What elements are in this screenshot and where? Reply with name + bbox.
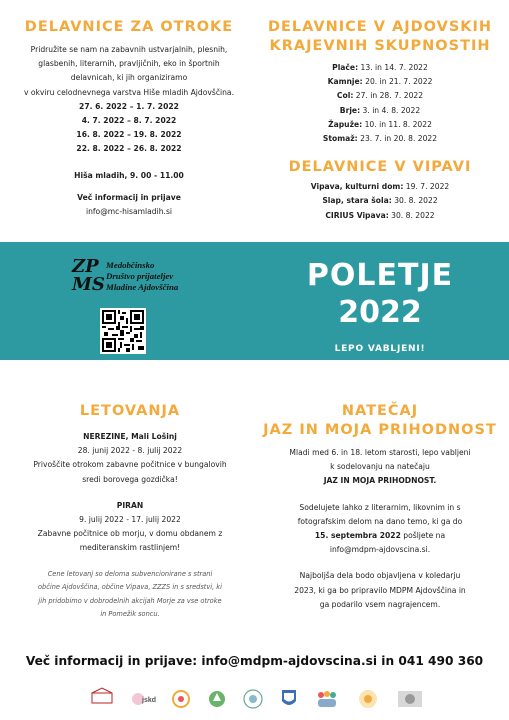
ks-date: 13. in 14. 7. 2022 <box>358 63 428 72</box>
otroke-line: delavnicah, ki jih organiziramo <box>70 73 188 83</box>
poletje-year: 2022 <box>338 295 422 330</box>
natecaj-line: k sodelovanju na natečaju <box>330 462 430 472</box>
poletje-greeting: LEPO VABLJENI! <box>334 344 426 354</box>
ks-place: Žapuže: <box>328 119 363 129</box>
natecaj-line-rest: pošljete na <box>400 531 446 541</box>
ks-list <box>262 61 498 146</box>
otroke-info-email[interactable]: info@mc-hisamladih.si <box>85 207 173 217</box>
nerezine-dates: 28. junij 2022 - 8. julij 2022 <box>77 446 183 456</box>
natecaj-title-line1: NATEČAJ <box>341 403 419 419</box>
natecaj-line: Sodelujete lahko z literarnim, likovnim in s <box>299 502 461 512</box>
note-line: jih pridobimo v dobrodelnih akcijah Morje za vse otroke <box>38 596 222 605</box>
otroke-line: Pridružite se nam na zabavnih ustvarjalnih, plesnih, <box>30 45 228 54</box>
note-line: Cene letovanj so deloma subvencionirane s strani <box>47 569 213 578</box>
section-letovanja <box>12 402 248 622</box>
zpms-line: Medobčinsko <box>106 260 155 270</box>
svg-text:jskd: jskd <box>142 697 156 704</box>
footer-contact[interactable]: Več informacij in prijave: info@mdpm-ajdovscina.si in 041 490 360 <box>25 654 484 668</box>
ks-date: 27. in 28. 7. 2022 <box>353 91 424 101</box>
vipava-row <box>262 194 498 208</box>
ks-date: 3. in 4. 8. 2022 <box>360 105 421 115</box>
ks-place: Kamnje: <box>327 77 363 87</box>
natecaj-p1 <box>262 446 498 489</box>
natecaj-line: Mladi med 6. in 18. letom starosti, lepo vabljeni <box>289 448 471 457</box>
letovanja-note <box>12 568 248 622</box>
vipava-title: DELAVNICE V VIPAVI <box>288 159 472 176</box>
ks-date: 10. in 11. 8. 2022 <box>362 119 432 129</box>
otroke-place: Hiša mladih, 9. 00 - 11.00 <box>74 170 184 180</box>
letovanja-title: LETOVANJA <box>79 403 181 419</box>
vipava-row <box>262 209 498 223</box>
logo-pomezik <box>354 687 382 711</box>
zpms-logo <box>72 258 242 296</box>
ks-date: 23. 7. in 20. 8. 2022 <box>357 134 438 144</box>
otroke-dates <box>14 100 244 157</box>
section-natecaj <box>262 402 498 612</box>
vipava-list <box>262 180 498 223</box>
poletje-title: POLETJE <box>306 258 454 293</box>
logo-jskd <box>130 687 156 711</box>
logo-fox <box>396 687 424 711</box>
otroke-text <box>14 43 244 100</box>
ks-place: Col: <box>336 91 354 101</box>
natecaj-deadline: 15. septembra 2022 <box>314 531 401 541</box>
ks-row <box>262 75 498 89</box>
natecaj-line: JAZ IN MOJA PRIHODNOST. <box>323 476 437 486</box>
zpms-line: Mladine Ajdovščina <box>106 282 179 292</box>
nerezine-text: Privoščite otrokom zabavne počitnice v bungalovih <box>33 460 227 470</box>
section-ks <box>262 18 498 223</box>
poletje-block <box>272 258 488 354</box>
natecaj-title-line2: JAZ IN MOJA PRIHODNOST <box>263 422 497 438</box>
ks-place: Brje: <box>339 105 361 115</box>
section-otroke <box>14 18 244 219</box>
zpms-logo-text <box>106 260 178 293</box>
vipava-place: Vipava, kulturni dom: <box>310 182 404 192</box>
ks-place: Plače: <box>332 63 359 72</box>
ks-row <box>262 61 498 75</box>
vipava-place: Slap, stara šola: <box>322 196 392 206</box>
natecaj-line: fotografskim delom na dano temo, ki ga do <box>297 516 463 526</box>
ks-row <box>262 104 498 118</box>
otroke-date: 27. 6. 2022 – 1. 7. 2022 <box>79 101 179 111</box>
sponsor-logos <box>88 685 424 713</box>
ks-row <box>262 118 498 132</box>
otroke-date: 4. 7. 2022 – 8. 7. 2022 <box>81 116 177 126</box>
ks-title-line2: KRAJEVNIH SKUPNOSTIH <box>269 38 491 54</box>
logo-hisa-mladih <box>88 687 116 711</box>
otroke-line: glasbenih, literarnih, pravljičnih, eko in športnih <box>38 59 220 69</box>
otroke-date: 16. 8. 2022 – 19. 8. 2022 <box>76 130 182 140</box>
otroke-title: DELAVNICE ZA OTROKE <box>24 19 234 35</box>
logo-sun <box>170 687 192 711</box>
natecaj-line <box>262 529 498 543</box>
otroke-date: 22. 8. 2022 – 26. 8. 2022 <box>76 144 182 154</box>
vipava-row <box>262 180 498 194</box>
otroke-info-label: Več informacij in prijave <box>77 192 181 202</box>
logo-obcina-ajdovscina <box>242 687 264 711</box>
ks-place: Stomaž: <box>322 134 358 144</box>
piran-dates: 9. julij 2022 - 17. julij 2022 <box>79 515 181 525</box>
vipava-date: 30. 8. 2022 <box>388 210 435 220</box>
vipava-date: 30. 8. 2022 <box>391 196 438 206</box>
vipava-date: 19. 7. 2022 <box>403 182 450 192</box>
nerezine-text: sredi borovega gozdička! <box>82 474 178 484</box>
piran-title: PIRAN <box>116 500 144 510</box>
natecaj-p2 <box>262 501 498 558</box>
qr-code-icon <box>102 310 144 352</box>
qr-code[interactable] <box>100 308 146 354</box>
otroke-line: v okviru celodnevnega varstva Hiše mladih Ajdovščina. <box>23 87 234 97</box>
note-line: in Pomežik soncu. <box>100 610 160 619</box>
ks-row <box>262 89 498 103</box>
logo-obcina-vipava <box>278 687 300 711</box>
piran-text: mediteranskim rastlinjem! <box>79 543 181 553</box>
logo-people <box>314 687 340 711</box>
note-line: občine Ajdovščina, občine Vipava, ZZZS in s sredstvi, ki <box>38 583 222 592</box>
natecaj-line: 2023, ki ga bo pripravilo MDPM Ajdovščina in <box>294 585 466 595</box>
natecaj-p3 <box>262 569 498 612</box>
nerezine-title: NEREZINE, Mali Lošinj <box>83 432 177 441</box>
natecaj-line: ga podarilo vsem nagrajencem. <box>319 599 441 609</box>
natecaj-line: Najboljša dela bodo objavljena v koledarju <box>299 571 461 581</box>
logo-green <box>206 687 228 711</box>
ks-title-line1: DELAVNICE V AJDOVSKIH <box>267 19 493 35</box>
natecaj-email[interactable]: info@mdpm-ajdovscina.si. <box>329 545 431 555</box>
vipava-place: CIRIUS Vipava: <box>325 210 389 220</box>
piran-text: Zabavne počitnice ob morju, v domu obdanem z <box>37 529 223 539</box>
ks-row <box>262 132 498 146</box>
zpms-logo-letters: ZP MS <box>72 256 105 295</box>
ks-date: 20. in 21. 7. 2022 <box>362 77 433 87</box>
zpms-line: Društvo prijateljev <box>106 271 174 281</box>
